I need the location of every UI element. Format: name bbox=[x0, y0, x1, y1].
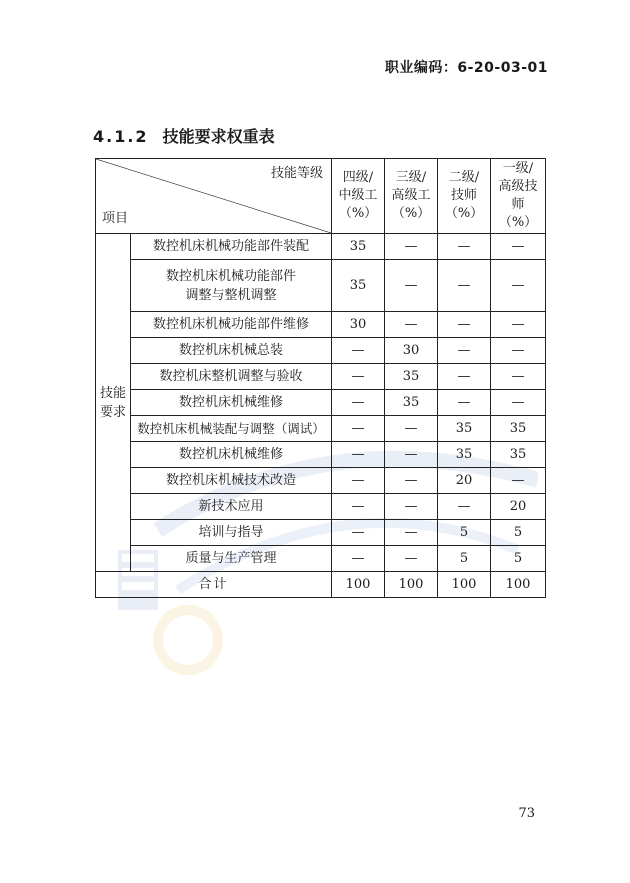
total-value: 100 bbox=[385, 572, 438, 598]
value-cell: — bbox=[332, 546, 385, 572]
item-cell: 数控机床机械维修 bbox=[131, 390, 332, 416]
item-cell bbox=[131, 260, 332, 312]
item-cell: 数控机床机械总装 bbox=[131, 338, 332, 364]
value-cell: 35 bbox=[385, 390, 438, 416]
header-level-2 bbox=[438, 159, 491, 234]
header-level-unit: （%） bbox=[498, 215, 538, 230]
value-cell: — bbox=[438, 390, 491, 416]
value-cell: — bbox=[438, 338, 491, 364]
value-cell: — bbox=[385, 416, 438, 442]
value-cell: — bbox=[385, 260, 438, 312]
value-cell: — bbox=[332, 442, 385, 468]
total-value: 100 bbox=[491, 572, 546, 598]
value-cell: 5 bbox=[438, 520, 491, 546]
occupation-code: 职业编码：6-20-03-01 bbox=[384, 60, 548, 76]
table-row bbox=[96, 416, 546, 442]
value-cell: 35 bbox=[491, 416, 546, 442]
value-cell: — bbox=[491, 338, 546, 364]
value-cell: — bbox=[491, 468, 546, 494]
item-cell: 数控机床机械功能部件维修 bbox=[131, 312, 332, 338]
category-label: 技能 bbox=[99, 385, 126, 401]
value-cell: — bbox=[332, 364, 385, 390]
item-cell: 数控机床整机调整与验收 bbox=[131, 364, 332, 390]
category-cell bbox=[96, 234, 131, 572]
value-cell: 5 bbox=[438, 546, 491, 572]
value-cell: 30 bbox=[385, 338, 438, 364]
header-level-text: 技师 bbox=[450, 188, 477, 203]
table-row bbox=[96, 390, 546, 416]
value-cell: — bbox=[332, 520, 385, 546]
value-cell: — bbox=[385, 312, 438, 338]
header-level-text: 高级工 bbox=[391, 188, 431, 203]
value-cell: 20 bbox=[438, 468, 491, 494]
header-corner-cell bbox=[96, 159, 332, 234]
header-level-3 bbox=[385, 159, 438, 234]
header-level-text: 高级技师 bbox=[498, 179, 538, 212]
page-number: 73 bbox=[518, 806, 535, 821]
header-level-text: 中级工 bbox=[338, 188, 378, 203]
value-cell: — bbox=[438, 494, 491, 520]
header-level-text: 四级/ bbox=[342, 170, 374, 185]
value-cell: — bbox=[438, 364, 491, 390]
total-value: 100 bbox=[332, 572, 385, 598]
value-cell: — bbox=[332, 390, 385, 416]
table-row bbox=[96, 520, 546, 546]
item-cell: 数控机床机械技术改造 bbox=[131, 468, 332, 494]
header-level-4 bbox=[332, 159, 385, 234]
value-cell: 5 bbox=[491, 520, 546, 546]
value-cell: — bbox=[332, 338, 385, 364]
header-skill-level-label: 技能等级 bbox=[270, 166, 323, 181]
header-level-1 bbox=[491, 159, 546, 234]
value-cell: — bbox=[332, 468, 385, 494]
value-cell: 5 bbox=[491, 546, 546, 572]
item-cell: 数控机床机械维修 bbox=[131, 442, 332, 468]
value-cell: — bbox=[385, 468, 438, 494]
item-cell: 新技术应用 bbox=[131, 494, 332, 520]
total-row bbox=[96, 572, 546, 598]
value-cell: — bbox=[385, 234, 438, 260]
header-level-unit: （%） bbox=[338, 206, 378, 221]
header-level-text: 三级/ bbox=[395, 170, 427, 185]
value-cell: — bbox=[385, 442, 438, 468]
table-row bbox=[96, 494, 546, 520]
section-title: 技能要求权重表 bbox=[162, 127, 275, 146]
value-cell: — bbox=[438, 234, 491, 260]
value-cell: — bbox=[385, 546, 438, 572]
value-cell: — bbox=[438, 312, 491, 338]
item-cell: 质量与生产管理 bbox=[131, 546, 332, 572]
value-cell: — bbox=[491, 234, 546, 260]
value-cell: 30 bbox=[332, 312, 385, 338]
value-cell: 35 bbox=[438, 442, 491, 468]
item-cell: 数控机床机械功能部件装配 bbox=[131, 234, 332, 260]
table-header-row bbox=[96, 159, 546, 234]
value-cell: — bbox=[385, 520, 438, 546]
value-cell: 35 bbox=[491, 442, 546, 468]
table-row bbox=[96, 312, 546, 338]
value-cell: 35 bbox=[385, 364, 438, 390]
header-level-unit: （%） bbox=[391, 206, 431, 221]
table-row bbox=[96, 338, 546, 364]
value-cell: — bbox=[491, 390, 546, 416]
value-cell: 35 bbox=[332, 260, 385, 312]
value-cell: — bbox=[438, 260, 491, 312]
header-level-text: 二级/ bbox=[448, 170, 480, 185]
header-item-label: 项目 bbox=[102, 211, 129, 226]
skill-weight-table bbox=[95, 158, 546, 598]
header-level-unit: （%） bbox=[444, 206, 484, 221]
value-cell: — bbox=[332, 494, 385, 520]
table-row bbox=[96, 260, 546, 312]
category-label: 要求 bbox=[99, 404, 126, 420]
table-row bbox=[96, 442, 546, 468]
value-cell: 35 bbox=[332, 234, 385, 260]
section-number: 4.1.2 bbox=[93, 127, 149, 146]
total-value: 100 bbox=[438, 572, 491, 598]
value-cell: — bbox=[491, 364, 546, 390]
item-text: 调整与整机调整 bbox=[185, 287, 277, 303]
value-cell: — bbox=[491, 260, 546, 312]
value-cell: 35 bbox=[438, 416, 491, 442]
table-row bbox=[96, 234, 546, 260]
value-cell: — bbox=[332, 416, 385, 442]
value-cell: 20 bbox=[491, 494, 546, 520]
item-cell: 数控机床机械装配与调整（调试） bbox=[131, 416, 332, 442]
item-text: 数控机床机械功能部件 bbox=[165, 268, 296, 284]
item-cell: 培训与指导 bbox=[131, 520, 332, 546]
header-level-text: 一级/ bbox=[502, 161, 534, 176]
total-label: 合计 bbox=[96, 572, 332, 598]
section-heading bbox=[93, 124, 275, 147]
value-cell: — bbox=[385, 494, 438, 520]
table-row bbox=[96, 468, 546, 494]
table-row bbox=[96, 546, 546, 572]
table-row bbox=[96, 364, 546, 390]
value-cell: — bbox=[491, 312, 546, 338]
